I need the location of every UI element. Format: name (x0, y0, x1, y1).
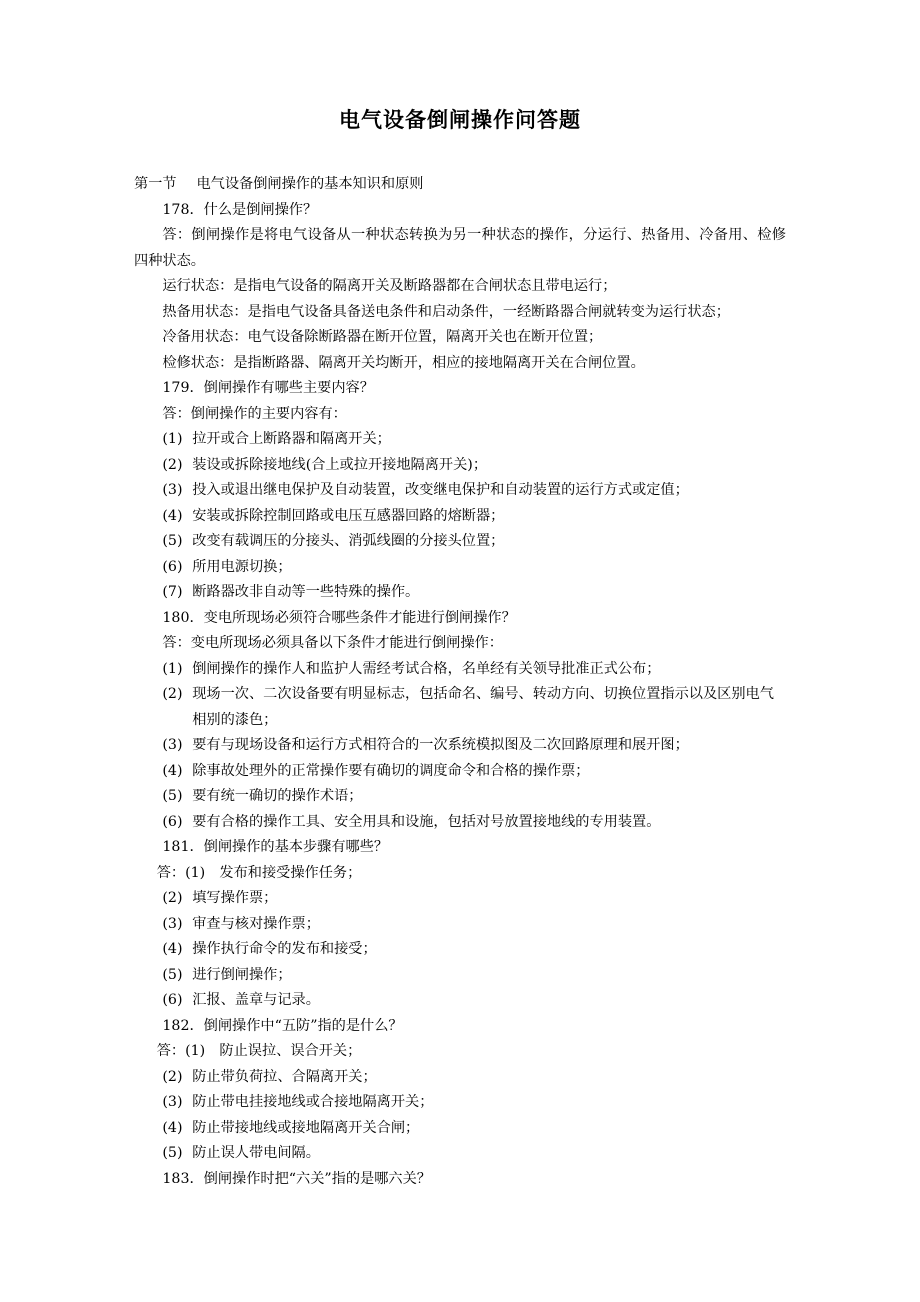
list-item (134, 886, 786, 912)
answer-178: 答：倒闸操作是将电气设备从一种状态转换为另一种状态的操作，分运行、热备用、冷备用、检修四种状态。 (134, 227, 786, 269)
list-text: 投入或退出继电保护及自动装置，改变继电保护和自动装置的运行方式或定值； (192, 482, 689, 498)
list-marker: (4) (162, 1119, 183, 1136)
list-marker: (1) (162, 431, 183, 447)
list-marker: (2) (162, 686, 183, 702)
list-text: 防止带负荷拉、合隔离开关； (192, 1068, 377, 1085)
list-item (134, 963, 786, 989)
list-text: 要有统一确切的操作术语； (192, 788, 363, 804)
list-marker: (6) (162, 813, 183, 830)
list-marker: (2) (162, 1068, 183, 1085)
list-marker: (4) (162, 507, 183, 524)
list-marker: (1) (162, 660, 183, 677)
list-item (134, 733, 786, 759)
list-text: 倒闸操作的操作人和监护人需经考试合格，名单经有关领导批准正式公布； (192, 660, 661, 677)
list-marker: (3) (162, 737, 183, 753)
list-item (134, 784, 786, 810)
list-text: 填写操作票； (192, 890, 278, 906)
list-item (134, 529, 786, 555)
list-text: 断路器改非自动等一些特殊的操作。 (192, 584, 420, 600)
question-178: 178．什么是倒闸操作？ (162, 201, 318, 218)
answer-180: 答：变电所现场必须具备以下条件才能进行倒闸操作： (162, 635, 503, 651)
answer-179: 答：倒闸操作的主要内容有： (162, 405, 347, 422)
section-number: 第一节 (134, 176, 177, 192)
list-marker: (5) (162, 788, 183, 804)
list-marker: (7) (162, 584, 183, 600)
question-179: 179．倒闸操作有哪些主要内容？ (162, 380, 374, 396)
list-text: 装设或拆除接地线(合上或拉开接地隔离开关)； (192, 456, 488, 473)
section-title: 电气设备倒闸操作的基本知识和原则 (196, 176, 424, 192)
list-text: 拉开或合上断路器和隔离开关； (192, 431, 391, 447)
list-text: 进行倒闸操作； (192, 966, 292, 983)
answer-178-running-state: 运行状态：是指电气设备的隔离开关及断路器都在合闸状态且带电运行； (162, 278, 617, 294)
list-text: 防止带接地线或接地隔离开关合闸； (192, 1119, 420, 1136)
list-item (134, 937, 786, 963)
list-item (134, 478, 786, 504)
list-marker: (5) (162, 966, 183, 983)
list-item (134, 759, 786, 785)
list-text: 防止带电挂接地线或合接地隔离开关； (192, 1094, 434, 1110)
list-item (134, 810, 786, 836)
list-item (134, 1141, 786, 1167)
list-text: 改变有载调压的分接头、消弧线圈的分接头位置； (192, 533, 505, 549)
list-item (134, 988, 786, 1014)
list-item (134, 912, 786, 938)
list-marker: (4) (162, 762, 183, 779)
section-heading (134, 172, 786, 198)
list-item (134, 427, 786, 453)
list-text: 防止误人带电间隔。 (192, 1145, 320, 1161)
answer-178-hot-standby-state: 热备用状态：是指电气设备具备送电条件和启动条件，一经断路器合闸就转变为运行状态； (162, 303, 730, 320)
list-marker: (6) (162, 558, 183, 575)
list-marker: (5) (162, 1145, 183, 1161)
list-item (134, 1116, 786, 1142)
list-text: 审查与核对操作票； (192, 915, 320, 932)
list-marker: (2) (162, 456, 183, 473)
list-marker: (6) (162, 992, 183, 1008)
answer-182-first: 答：(1) 防止误拉、误合开关； (156, 1043, 362, 1059)
page-title: 电气设备倒闸操作问答题 (339, 108, 581, 132)
list-item (134, 682, 786, 733)
list-text: 汇报、盖章与记录。 (192, 992, 320, 1008)
list-item (134, 504, 786, 530)
list-marker: (4) (162, 941, 183, 957)
answer-181-first: 答：(1) 发布和接受操作任务； (156, 864, 362, 881)
question-180: 180．变电所现场必须符合哪些条件才能进行倒闸操作？ (162, 609, 516, 626)
list-text: 所用电源切换； (192, 558, 292, 575)
list-marker: (5) (162, 533, 183, 549)
list-text: 要有合格的操作工具、安全用具和设施，包括对号放置接地线的专用装置。 (192, 813, 661, 830)
list-text: 操作执行命令的发布和接受； (192, 941, 377, 957)
list-marker: (3) (162, 482, 183, 498)
list-marker: (3) (162, 1094, 183, 1110)
list-text: 除事故处理外的正常操作要有确切的调度命令和合格的操作票； (192, 762, 590, 779)
list-item (134, 657, 786, 683)
question-181: 181．倒闸操作的基本步骤有哪些？ (162, 839, 389, 855)
list-item (134, 1065, 786, 1091)
list-text: 要有与现场设备和运行方式相符合的一次系统模拟图及二次回路原理和展开图； (192, 737, 689, 753)
list-text: 安装或拆除控制回路或电压互感器回路的熔断器； (192, 507, 505, 524)
list-marker: (3) (162, 915, 183, 932)
question-182: 182．倒闸操作中“五防”指的是什么？ (162, 1017, 403, 1034)
answer-178-cold-standby-state: 冷备用状态：电气设备除断路器在断开位置，隔离开关也在断开位置； (162, 329, 603, 345)
list-text: 现场一次、二次设备要有明显标志，包括命名、编号、转动方向、切换位置指示以及区别电气相别的漆色； (192, 686, 774, 728)
list-item (134, 1090, 786, 1116)
document-body (134, 104, 786, 1192)
list-item (134, 555, 786, 581)
list-marker: (2) (162, 890, 183, 906)
list-item (134, 580, 786, 606)
list-item (134, 453, 786, 479)
answer-178-maintenance-state: 检修状态：是指断路器、隔离开关均断开，相应的接地隔离开关在合闸位置。 (162, 354, 645, 371)
question-183: 183．倒闸操作时把“六关”指的是哪六关？ (162, 1170, 431, 1187)
